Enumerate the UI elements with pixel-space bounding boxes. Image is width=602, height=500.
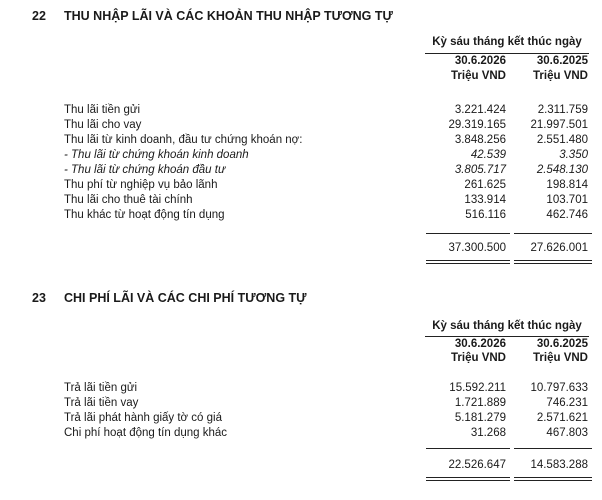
period-header: Kỳ sáu tháng kết thúc ngày [432,36,582,48]
row-label: - Thu lãi từ chứng khoán kinh doanh [64,149,249,161]
row-value-2026: 516.116 [465,209,506,221]
row-value-2025: 3.350 [559,149,588,161]
table-row [0,104,602,117]
row-value-2026: 1.721.889 [454,397,506,409]
row-label: Thu lãi cho thuê tài chính [64,194,193,206]
row-label: Trả lãi tiền gửi [64,382,138,394]
total-2025: 14.583.288 [530,459,588,471]
note-title: THU NHẬP LÃI VÀ CÁC KHOẢN THU NHẬP TƯƠNG TỰ [64,9,393,23]
note-title: CHI PHÍ LÃI VÀ CÁC CHI PHÍ TƯƠNG TỰ [64,291,307,305]
row-value-2025: 10.797.633 [530,382,588,394]
row-value-2025: 2.571.621 [536,412,588,424]
table-row [0,149,602,162]
row-value-2025: 462.746 [546,209,588,221]
row-value-2026: 31.268 [470,427,506,439]
row-value-2026: 3.805.717 [454,164,506,176]
total-double-rule [426,477,510,481]
table-row [0,382,602,395]
row-value-2025: 198.814 [546,179,588,191]
period-header: Kỳ sáu tháng kết thúc ngày [432,320,582,332]
row-label: Thu khác từ hoạt động tín dụng [64,209,225,221]
total-2025: 27.626.001 [530,242,588,254]
row-value-2026: 29.319.165 [448,119,506,131]
table-row [0,397,602,410]
total-double-rule [426,260,510,264]
col2-date: 30.6.2025 [536,338,588,350]
subtotal-rule [514,448,592,449]
table-row [0,209,602,222]
total-2026: 37.300.500 [448,242,506,254]
row-value-2025: 103.701 [546,194,588,206]
row-label: Thu lãi cho vay [64,119,142,131]
table-row [0,134,602,147]
total-double-rule [514,260,592,264]
subtotal-rule [426,233,510,234]
subtotal-rule [514,233,592,234]
col1-unit: Triệu VND [451,352,506,364]
table-row [0,179,602,192]
row-value-2025: 746.231 [546,397,588,409]
row-label: Trả lãi phát hành giấy tờ có giá [64,412,222,424]
col2-unit: Triệu VND [533,352,588,364]
col1-date: 30.6.2026 [454,338,506,350]
row-value-2025: 2.548.130 [536,164,588,176]
row-value-2026: 133.914 [464,194,506,206]
row-value-2026: 5.181.279 [454,412,506,424]
col2-date: 30.6.2025 [536,55,588,67]
table-row [0,427,602,440]
col1-unit: Triệu VND [451,70,506,82]
row-label: - Thu lãi từ chứng khoán đầu tư [64,164,226,176]
row-value-2025: 467.803 [546,427,588,439]
row-label: Thu lãi từ kinh doanh, đầu tư chứng khoán nợ: [64,134,303,146]
row-value-2026: 42.539 [470,149,506,161]
row-value-2026: 3.848.256 [454,134,506,146]
row-label: Thu lãi tiền gửi [64,104,141,116]
table-row [0,412,602,425]
row-label: Thu phí từ nghiệp vụ bảo lãnh [64,179,218,191]
table-row [0,194,602,207]
table-row [0,164,602,177]
period-underline [425,53,589,54]
col2-unit: Triệu VND [533,70,588,82]
row-label: Chi phí hoạt động tín dụng khác [64,427,228,439]
row-value-2025: 2.551.480 [536,134,588,146]
total-2026: 22.526.647 [448,459,506,471]
note-number: 23 [32,291,46,305]
note-number: 22 [32,9,46,23]
row-label: Trả lãi tiền vay [64,397,139,409]
subtotal-rule [426,448,510,449]
table-row [0,119,602,132]
total-double-rule [514,477,592,481]
row-value-2025: 2.311.759 [537,104,588,116]
row-value-2025: 21.997.501 [530,119,588,131]
col1-date: 30.6.2026 [454,55,506,67]
row-value-2026: 3.221.424 [454,104,506,116]
period-underline [425,336,589,337]
row-value-2026: 15.592.211 [449,382,506,394]
row-value-2026: 261.625 [464,179,506,191]
